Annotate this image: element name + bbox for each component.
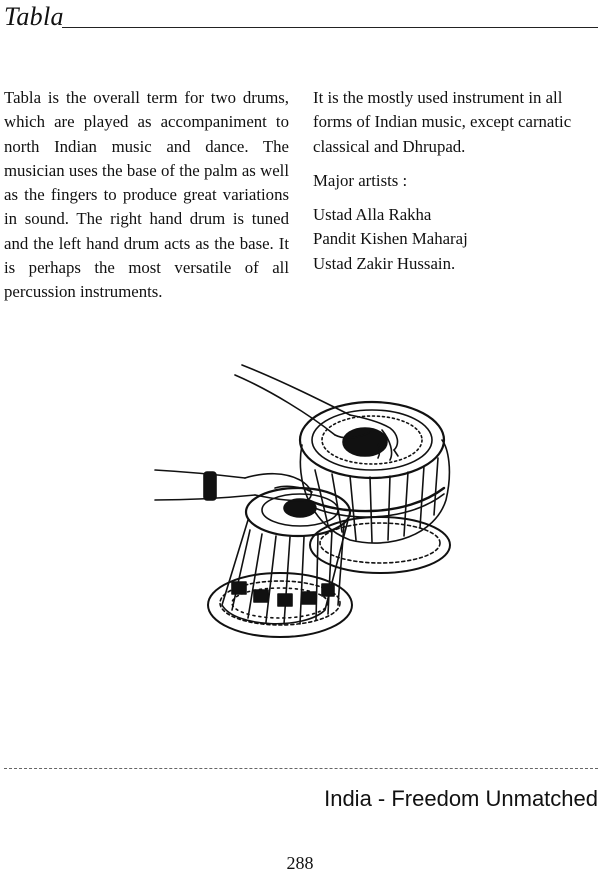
- artists-heading: Major artists :: [313, 170, 408, 190]
- artist-item: Ustad Zakir Hussain.: [313, 253, 456, 273]
- artist-item: Pandit Kishen Maharaj: [313, 229, 468, 249]
- book-title: India - Freedom Unmatched: [324, 786, 598, 811]
- page-title: Tabla: [4, 2, 64, 31]
- artist-item: Ustad Alla Rakha: [313, 205, 432, 225]
- dayan-drum: [208, 488, 352, 637]
- right-column: [313, 86, 598, 276]
- description-paragraph: Tabla is the overall term for two drums, which are played as accompaniment to north Indian music and dance. The musician uses the base of the palm as well as the fingers to produce great variations in sound. The right hand drum is tuned and the left hand drum acts as the base. It is perhaps the most versatile of all percussion instruments.: [4, 88, 289, 302]
- left-column: [4, 86, 289, 305]
- page-number: 288: [286, 853, 314, 873]
- artists-list: [313, 203, 598, 276]
- hand-left: [155, 470, 312, 501]
- usage-paragraph: It is the mostly used instrument in all forms of Indian music, except carnatic classical and Dhrupad.: [313, 88, 572, 156]
- footer-rule: [4, 768, 598, 769]
- bayan-drum: [300, 402, 450, 573]
- tabla-drums-illustration: [150, 360, 460, 660]
- title-rule: [62, 27, 598, 28]
